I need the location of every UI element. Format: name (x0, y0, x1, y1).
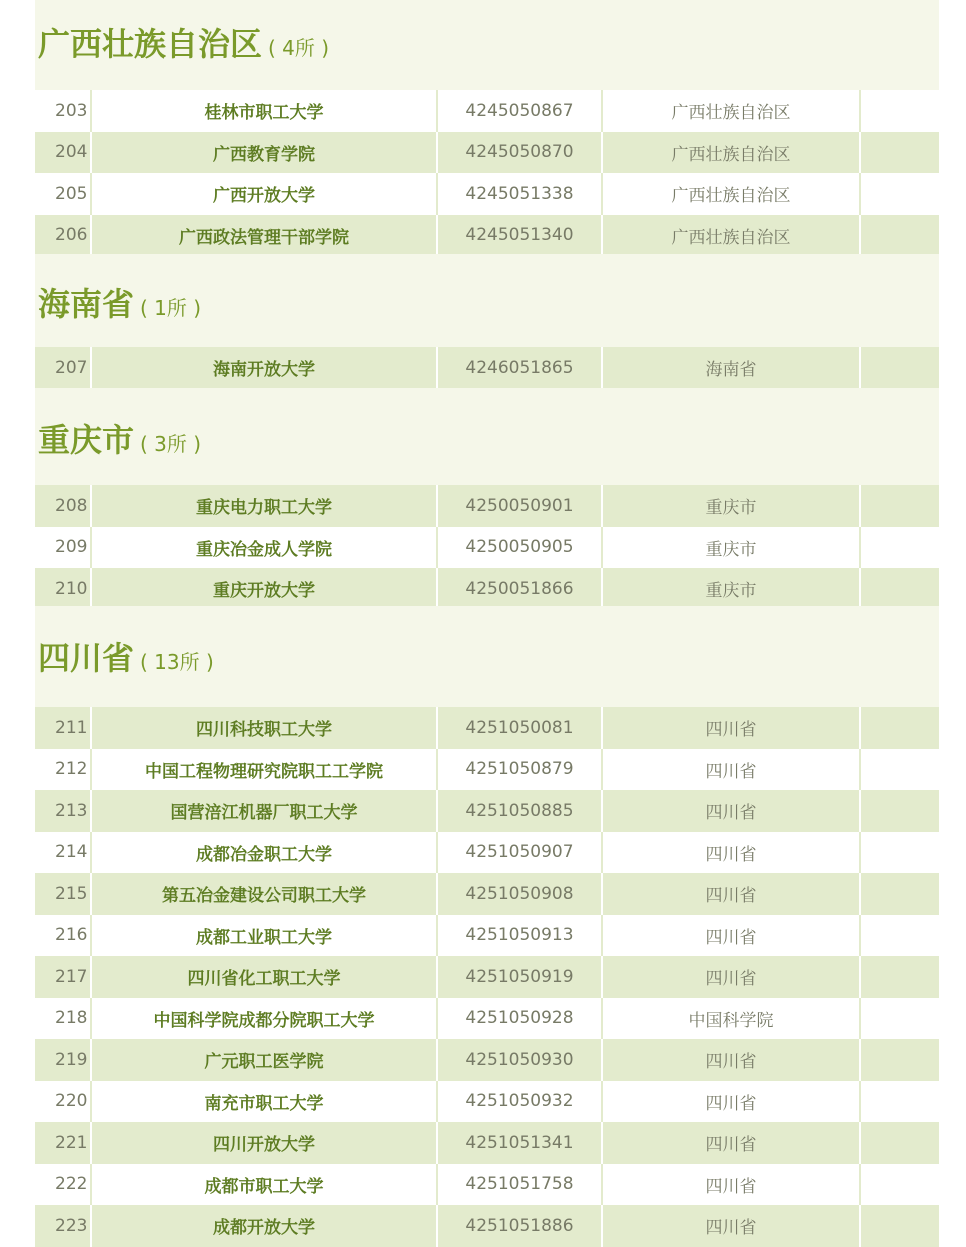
blank-cell (859, 90, 939, 132)
college-name: 成都市职工大学 (90, 1164, 436, 1206)
college-region: 四川省 (601, 1205, 859, 1247)
table-row (35, 347, 939, 389)
college-code: 4245050870 (436, 132, 601, 174)
college-code: 4251050930 (436, 1039, 601, 1081)
college-name: 桂林市职工大学 (90, 90, 436, 132)
table-row (35, 132, 939, 174)
row-number: 210 (55, 578, 88, 599)
table-row (35, 956, 939, 998)
blank-cell (859, 915, 939, 957)
college-code: 4250051866 (436, 568, 601, 610)
college-region: 广西壮族自治区 (601, 90, 859, 132)
college-code: 4251050907 (436, 832, 601, 874)
college-name: 成都开放大学 (90, 1205, 436, 1247)
college-code: 4251050908 (436, 873, 601, 915)
section-header (35, 0, 939, 90)
row-number: 204 (55, 142, 88, 163)
row-number: 209 (55, 537, 88, 558)
row-number: 221 (55, 1132, 88, 1153)
college-name: 重庆冶金成人学院 (90, 527, 436, 569)
blank-cell (859, 132, 939, 174)
college-code: 4245050867 (436, 90, 601, 132)
college-region: 四川省 (601, 790, 859, 832)
college-region: 四川省 (601, 915, 859, 957)
section-title (38, 420, 201, 464)
college-region: 广西壮族自治区 (601, 215, 859, 257)
college-code: 4251050879 (436, 749, 601, 791)
blank-cell (859, 790, 939, 832)
blank-cell (859, 998, 939, 1040)
blank-cell (859, 485, 939, 527)
row-number: 223 (55, 1215, 88, 1236)
blank-cell (859, 527, 939, 569)
table-row (35, 749, 939, 791)
row-number: 217 (55, 966, 88, 987)
blank-cell (859, 568, 939, 610)
blank-cell (859, 707, 939, 749)
blank-cell (859, 1081, 939, 1123)
row-number: 206 (55, 225, 88, 246)
college-code: 4251050932 (436, 1081, 601, 1123)
college-name: 四川开放大学 (90, 1122, 436, 1164)
college-region: 四川省 (601, 1164, 859, 1206)
college-name: 国营涪江机器厂职工大学 (90, 790, 436, 832)
college-code: 4251051341 (436, 1122, 601, 1164)
table-row (35, 998, 939, 1040)
college-name: 成都工业职工大学 (90, 915, 436, 957)
college-region: 四川省 (601, 873, 859, 915)
section-count: ( 13所 ) (140, 650, 214, 674)
college-name: 重庆开放大学 (90, 568, 436, 610)
row-number: 215 (55, 883, 88, 904)
college-code: 4250050905 (436, 527, 601, 569)
table-row (35, 832, 939, 874)
table-row (35, 215, 939, 257)
college-code: 4251050928 (436, 998, 601, 1040)
section-title-text: 广西壮族自治区 (38, 25, 263, 63)
blank-cell (859, 1122, 939, 1164)
college-code: 4245051340 (436, 215, 601, 257)
college-name: 重庆电力职工大学 (90, 485, 436, 527)
table-row (35, 1039, 939, 1081)
row-number: 214 (55, 842, 88, 863)
table-row (35, 527, 939, 569)
row-number: 211 (55, 717, 88, 738)
college-region: 海南省 (601, 347, 859, 389)
college-name: 广西开放大学 (90, 173, 436, 215)
row-number: 220 (55, 1091, 88, 1112)
college-name: 四川科技职工大学 (90, 707, 436, 749)
college-name: 第五冶金建设公司职工大学 (90, 873, 436, 915)
college-code: 4250050901 (436, 485, 601, 527)
college-name: 海南开放大学 (90, 347, 436, 389)
table-row (35, 915, 939, 957)
table-row (35, 90, 939, 132)
table-row (35, 1122, 939, 1164)
college-code: 4251050885 (436, 790, 601, 832)
college-name: 中国科学院成都分院职工大学 (90, 998, 436, 1040)
row-number: 207 (55, 357, 88, 378)
section-header (35, 254, 939, 347)
section-title (38, 284, 201, 328)
blank-cell (859, 1164, 939, 1206)
table-row (35, 568, 939, 610)
row-number: 218 (55, 1008, 88, 1029)
college-region: 广西壮族自治区 (601, 173, 859, 215)
section-title-text: 四川省 (38, 639, 135, 677)
college-name: 南充市职工大学 (90, 1081, 436, 1123)
table-row (35, 873, 939, 915)
college-name: 广西政法管理干部学院 (90, 215, 436, 257)
table-row (35, 173, 939, 215)
table-row (35, 1164, 939, 1206)
blank-cell (859, 956, 939, 998)
section-title (38, 638, 214, 682)
row-number: 203 (55, 100, 88, 121)
college-code: 4246051865 (436, 347, 601, 389)
college-name: 广西教育学院 (90, 132, 436, 174)
college-region: 四川省 (601, 832, 859, 874)
table-row (35, 485, 939, 527)
section-title-text: 重庆市 (38, 421, 135, 459)
row-number: 208 (55, 495, 88, 516)
section-header (35, 388, 939, 485)
college-region: 广西壮族自治区 (601, 132, 859, 174)
row-number: 219 (55, 1049, 88, 1070)
college-region: 四川省 (601, 707, 859, 749)
college-region: 重庆市 (601, 485, 859, 527)
section-title-text: 海南省 (38, 285, 135, 323)
blank-cell (859, 1205, 939, 1247)
college-name: 中国工程物理研究院职工工学院 (90, 749, 436, 791)
section-title (38, 24, 329, 68)
college-code: 4251050081 (436, 707, 601, 749)
blank-cell (859, 832, 939, 874)
section-count: ( 1所 ) (140, 296, 202, 320)
table-row (35, 790, 939, 832)
college-region: 四川省 (601, 1122, 859, 1164)
college-region: 四川省 (601, 749, 859, 791)
blank-cell (859, 1039, 939, 1081)
college-region: 四川省 (601, 1039, 859, 1081)
college-name: 成都冶金职工大学 (90, 832, 436, 874)
blank-cell (859, 873, 939, 915)
table-row (35, 1205, 939, 1247)
college-code: 4251050919 (436, 956, 601, 998)
row-number: 205 (55, 183, 88, 204)
table-row (35, 707, 939, 749)
college-name: 广元职工医学院 (90, 1039, 436, 1081)
college-region: 重庆市 (601, 568, 859, 610)
table-row (35, 1081, 939, 1123)
section-count: ( 4所 ) (268, 36, 330, 60)
college-code: 4251051758 (436, 1164, 601, 1206)
row-number: 216 (55, 925, 88, 946)
blank-cell (859, 347, 939, 389)
section-count: ( 3所 ) (140, 432, 202, 456)
college-region: 中国科学院 (601, 998, 859, 1040)
section-header (35, 606, 939, 707)
college-region: 四川省 (601, 956, 859, 998)
row-number: 222 (55, 1174, 88, 1195)
college-region: 四川省 (601, 1081, 859, 1123)
blank-cell (859, 215, 939, 257)
blank-cell (859, 749, 939, 791)
college-code: 4245051338 (436, 173, 601, 215)
blank-cell (859, 173, 939, 215)
row-number: 213 (55, 800, 88, 821)
college-region: 重庆市 (601, 527, 859, 569)
college-code: 4251050913 (436, 915, 601, 957)
row-number: 212 (55, 759, 88, 780)
college-name: 四川省化工职工大学 (90, 956, 436, 998)
college-code: 4251051886 (436, 1205, 601, 1247)
